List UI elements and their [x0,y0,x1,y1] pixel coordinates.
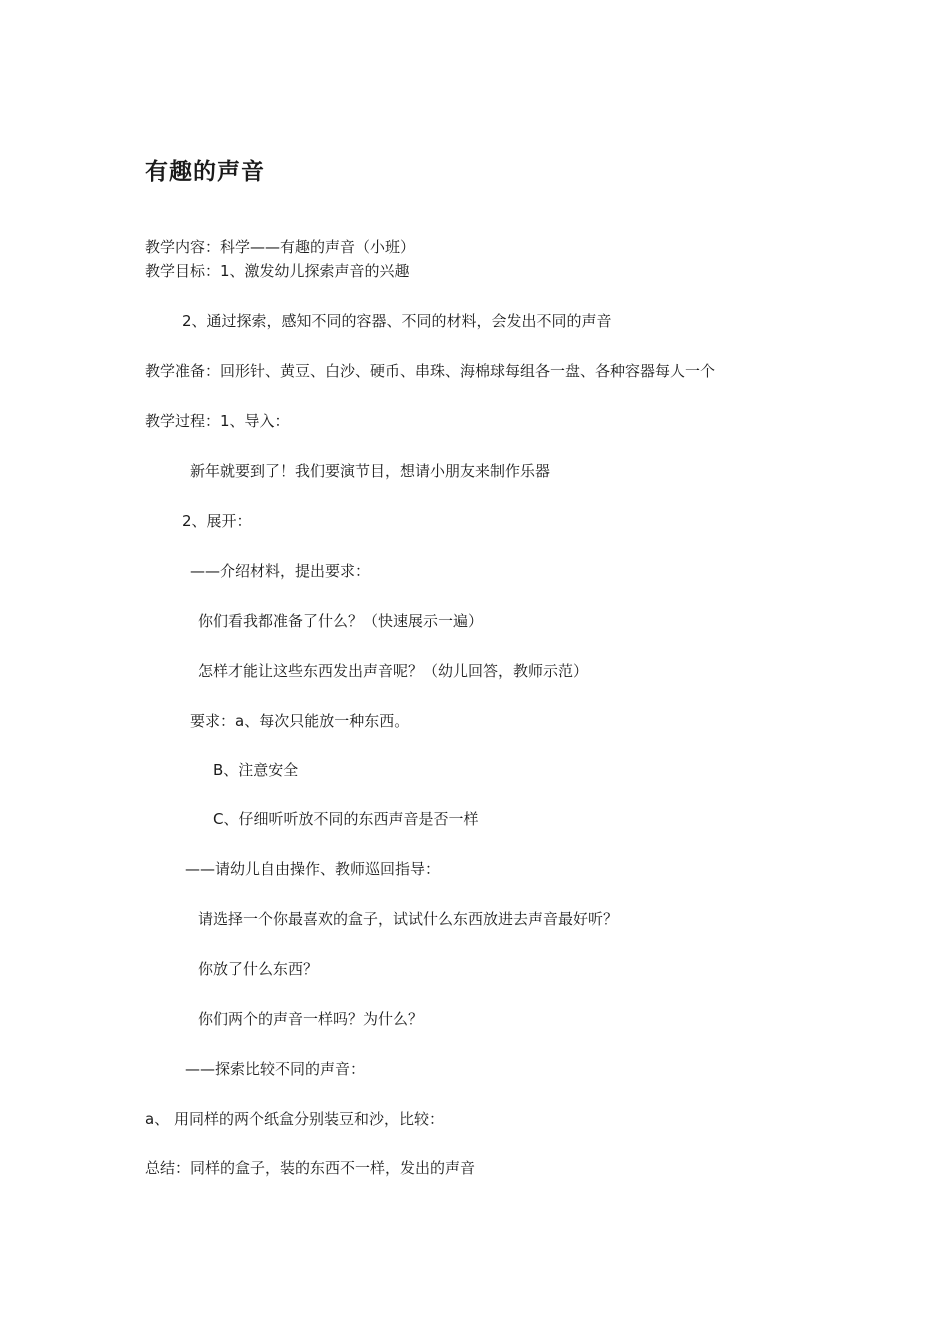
line-requirement-a: 要求：a、每次只能放一种东西。 [190,712,410,730]
line-teaching-content: 教学内容：科学——有趣的声音（小班） [145,238,416,256]
line-choose-box: 请选择一个你最喜欢的盒子，试试什么东西放进去声音最好听？ [198,910,619,928]
line-intro-text: 新年就要到了！我们要演节目，想请小朋友来制作乐器 [190,462,551,480]
line-same-sound: 你们两个的声音一样吗？为什么？ [198,1010,424,1028]
line-teaching-preparation: 教学准备：回形针、黄豆、白沙、硬币、串珠、海棉球每组各一盘、各种容器每人一个 [145,362,716,380]
line-summary: 总结：同样的盒子，装的东西不一样，发出的声音 [145,1159,476,1177]
line-teaching-goal-1: 教学目标：1、激发幼儿探索声音的兴趣 [145,262,410,280]
line-requirement-b: B、注意安全 [213,761,299,779]
line-process-intro: 教学过程：1、导入： [145,412,290,430]
line-question-prepared: 你们看我都准备了什么？（快速展示一遍） [198,612,484,630]
line-free-operation: ——请幼儿自由操作、教师巡回指导： [185,860,441,878]
line-introduce-materials: ——介绍材料，提出要求： [190,562,371,580]
line-same-boxes: a、 用同样的两个纸盒分别装豆和沙，比较： [145,1110,444,1128]
line-teaching-goal-2: 2、通过探索，感知不同的容器、不同的材料，会发出不同的声音 [182,312,612,330]
line-requirement-c: C、仔细听听放不同的东西声音是否一样 [213,810,479,828]
line-expand: 2、展开： [182,512,252,530]
line-question-how-sound: 怎样才能让这些东西发出声音呢？（幼儿回答，教师示范） [198,662,589,680]
line-explore-compare: ——探索比较不同的声音： [185,1060,366,1078]
document-title: 有趣的声音 [145,159,265,185]
line-what-did-you-put: 你放了什么东西？ [198,960,319,978]
